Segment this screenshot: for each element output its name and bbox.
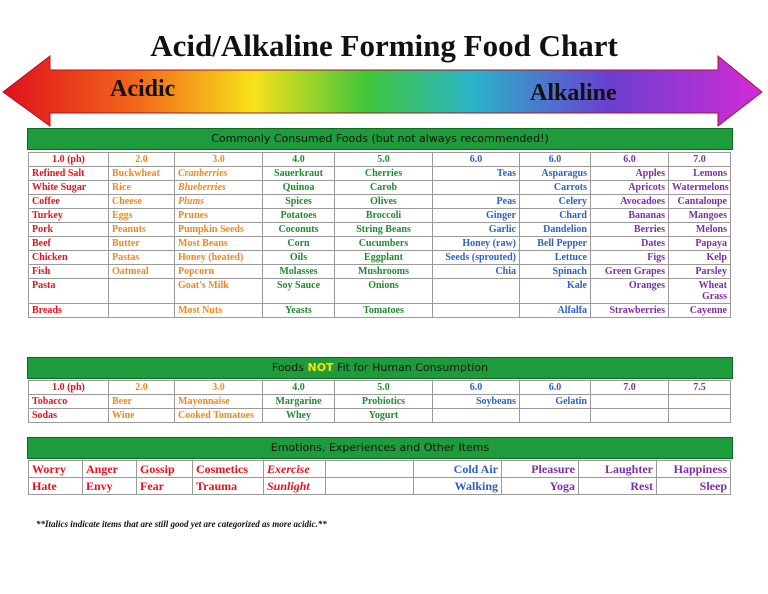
food-cell-string-beans: String Beans bbox=[335, 223, 433, 237]
food-cell-lettuce: Lettuce bbox=[520, 251, 591, 265]
food-cell-oatmeal: Oatmeal bbox=[109, 265, 175, 279]
food-cell-seeds-sprouted: Seeds (sprouted) bbox=[433, 251, 520, 265]
food-cell-most-beans: Most Beans bbox=[175, 237, 263, 251]
food-cell-broccoli: Broccoli bbox=[335, 209, 433, 223]
food-cell-refined-salt: Refined Salt bbox=[29, 167, 109, 181]
food-cell-spinach: Spinach bbox=[520, 265, 591, 279]
food-row bbox=[29, 304, 731, 318]
not-fit-banner bbox=[27, 357, 733, 379]
food-cell-oils: Oils bbox=[263, 251, 335, 265]
food-cell-eggs: Eggs bbox=[109, 209, 175, 223]
empty-cell bbox=[433, 409, 520, 423]
ph-header-cell: 2.0 bbox=[109, 381, 175, 395]
emotion-cell-gossip: Gossip bbox=[137, 461, 193, 478]
ph-header-cell: 7.0 bbox=[591, 381, 669, 395]
food-cell-fish: Fish bbox=[29, 265, 109, 279]
food-cell-pork: Pork bbox=[29, 223, 109, 237]
food-cell-avocadoes: Avocadoes bbox=[591, 195, 669, 209]
ph-header-cell: 6.0 bbox=[433, 153, 520, 167]
food-cell-bell-pepper: Bell Pepper bbox=[520, 237, 591, 251]
food-cell-white-sugar: White Sugar bbox=[29, 181, 109, 195]
food-cell-sodas: Sodas bbox=[29, 409, 109, 423]
food-cell-cranberries: Cranberries bbox=[175, 167, 263, 181]
food-row bbox=[29, 195, 731, 209]
food-cell-kale: Kale bbox=[520, 279, 591, 304]
food-cell-papaya: Papaya bbox=[669, 237, 731, 251]
emotion-cell-pleasure: Pleasure bbox=[502, 461, 579, 478]
not-fit-banner-text-before: Foods bbox=[271, 361, 308, 374]
food-cell-dandelion: Dandelion bbox=[520, 223, 591, 237]
emotion-cell-hate: Hate bbox=[29, 478, 83, 495]
food-row bbox=[29, 237, 731, 251]
empty-cell bbox=[669, 395, 731, 409]
food-row bbox=[29, 181, 731, 195]
ph-header-cell: 5.0 bbox=[335, 381, 433, 395]
ph-header-cell: 6.0 bbox=[433, 381, 520, 395]
food-cell-ginger: Ginger bbox=[433, 209, 520, 223]
food-cell-celery: Celery bbox=[520, 195, 591, 209]
empty-cell bbox=[433, 181, 520, 195]
food-cell-whey: Whey bbox=[263, 409, 335, 423]
common-foods-banner bbox=[27, 128, 733, 150]
food-cell-berries: Berries bbox=[591, 223, 669, 237]
food-cell-gelatin: Gelatin bbox=[520, 395, 591, 409]
emotion-cell-yoga: Yoga bbox=[502, 478, 579, 495]
ph-header-cell: 6.0 bbox=[520, 153, 591, 167]
emotion-cell-envy: Envy bbox=[83, 478, 137, 495]
empty-cell bbox=[433, 279, 520, 304]
emotion-cell-walking: Walking bbox=[414, 478, 502, 495]
food-cell-butter: Butter bbox=[109, 237, 175, 251]
common-foods-banner-text: Commonly Consumed Foods (but not always recommended!) bbox=[211, 132, 549, 145]
emotion-row bbox=[29, 461, 731, 478]
italics-footnote: **Italics indicate items that are still good yet are categorized as more acidic.** bbox=[36, 519, 327, 529]
food-cell-cooked-tomatoes: Cooked Tomatoes bbox=[175, 409, 263, 423]
food-cell-spices: Spices bbox=[263, 195, 335, 209]
food-cell-oranges: Oranges bbox=[591, 279, 669, 304]
food-cell-strawberries: Strawberries bbox=[591, 304, 669, 318]
food-cell-coconuts: Coconuts bbox=[263, 223, 335, 237]
food-cell-olives: Olives bbox=[335, 195, 433, 209]
food-cell-mangoes: Mangoes bbox=[669, 209, 731, 223]
ph-header-cell: 4.0 bbox=[263, 153, 335, 167]
ph-spectrum-arrow bbox=[0, 0, 768, 140]
food-cell-chard: Chard bbox=[520, 209, 591, 223]
food-cell-carob: Carob bbox=[335, 181, 433, 195]
food-cell-blueberries: Blueberries bbox=[175, 181, 263, 195]
empty-cell bbox=[591, 395, 669, 409]
food-cell-yogurt: Yogurt bbox=[335, 409, 433, 423]
page-title: Acid/Alkaline Forming Food Chart bbox=[150, 28, 618, 63]
ph-header-cell: 4.0 bbox=[263, 381, 335, 395]
food-cell-chia: Chia bbox=[433, 265, 520, 279]
emotion-cell-worry: Worry bbox=[29, 461, 83, 478]
food-cell-plums: Plums bbox=[175, 195, 263, 209]
empty-cell bbox=[326, 478, 414, 495]
emotion-cell-trauma: Trauma bbox=[193, 478, 264, 495]
food-cell-teas: Teas bbox=[433, 167, 520, 181]
food-cell-wine: Wine bbox=[109, 409, 175, 423]
emotions-table bbox=[28, 460, 731, 495]
food-cell-peanuts: Peanuts bbox=[109, 223, 175, 237]
ph-header-cell: 3.0 bbox=[175, 381, 263, 395]
food-cell-asparagus: Asparagus bbox=[520, 167, 591, 181]
food-row bbox=[29, 251, 731, 265]
food-cell-quinoa: Quinoa bbox=[263, 181, 335, 195]
food-cell-probiotics: Probiotics bbox=[335, 395, 433, 409]
food-cell-cucumbers: Cucumbers bbox=[335, 237, 433, 251]
food-cell-cherries: Cherries bbox=[335, 167, 433, 181]
food-cell-figs: Figs bbox=[591, 251, 669, 265]
food-cell-apples: Apples bbox=[591, 167, 669, 181]
food-cell-corn: Corn bbox=[263, 237, 335, 251]
food-cell-pumpkin-seeds: Pumpkin Seeds bbox=[175, 223, 263, 237]
food-cell-buckwheat: Buckwheat bbox=[109, 167, 175, 181]
not-fit-banner-text-after: Fit for Human Consumption bbox=[333, 361, 489, 374]
food-cell-tomatoes: Tomatoes bbox=[335, 304, 433, 318]
ph-header-row bbox=[29, 381, 731, 395]
food-cell-beer: Beer bbox=[109, 395, 175, 409]
food-cell-green-grapes: Green Grapes bbox=[591, 265, 669, 279]
not-fit-banner-not: NOT bbox=[307, 361, 334, 374]
ph-header-cell: 3.0 bbox=[175, 153, 263, 167]
empty-cell bbox=[109, 279, 175, 304]
food-cell-molasses: Molasses bbox=[263, 265, 335, 279]
food-cell-dates: Dates bbox=[591, 237, 669, 251]
food-cell-onions: Onions bbox=[335, 279, 433, 304]
food-cell-cayenne: Cayenne bbox=[669, 304, 731, 318]
food-cell-turkey: Turkey bbox=[29, 209, 109, 223]
emotion-cell-anger: Anger bbox=[83, 461, 137, 478]
food-cell-popcorn: Popcorn bbox=[175, 265, 263, 279]
food-cell-eggplant: Eggplant bbox=[335, 251, 433, 265]
food-cell-carrots: Carrots bbox=[520, 181, 591, 195]
food-cell-soy-sauce: Soy Sauce bbox=[263, 279, 335, 304]
ph-header-cell: 6.0 bbox=[591, 153, 669, 167]
food-cell-breads: Breads bbox=[29, 304, 109, 318]
food-cell-sauerkraut: Sauerkraut bbox=[263, 167, 335, 181]
emotion-cell-exercise: Exercise bbox=[264, 461, 326, 478]
ph-header-row bbox=[29, 153, 731, 167]
ph-header-cell: 1.0 (ph) bbox=[29, 153, 109, 167]
food-cell-cantaloupe: Cantaloupe bbox=[669, 195, 731, 209]
empty-cell bbox=[109, 304, 175, 318]
emotion-cell-cold-air: Cold Air bbox=[414, 461, 502, 478]
food-cell-alfalfa: Alfalfa bbox=[520, 304, 591, 318]
empty-cell bbox=[433, 304, 520, 318]
emotion-cell-cosmetics: Cosmetics bbox=[193, 461, 264, 478]
food-cell-beef: Beef bbox=[29, 237, 109, 251]
empty-cell bbox=[669, 409, 731, 423]
emotion-cell-laughter: Laughter bbox=[579, 461, 657, 478]
food-row bbox=[29, 279, 731, 304]
empty-cell bbox=[520, 409, 591, 423]
ph-header-cell: 6.0 bbox=[520, 381, 591, 395]
food-cell-soybeans: Soybeans bbox=[433, 395, 520, 409]
food-row bbox=[29, 265, 731, 279]
food-cell-pastas: Pastas bbox=[109, 251, 175, 265]
food-cell-rice: Rice bbox=[109, 181, 175, 195]
food-cell-melons: Melons bbox=[669, 223, 731, 237]
not-fit-table bbox=[28, 380, 731, 423]
food-row bbox=[29, 223, 731, 237]
food-cell-most-nuts: Most Nuts bbox=[175, 304, 263, 318]
food-cell-chicken: Chicken bbox=[29, 251, 109, 265]
acidic-label: Acidic bbox=[110, 76, 176, 102]
food-cell-yeasts: Yeasts bbox=[263, 304, 335, 318]
alkaline-label: Alkaline bbox=[530, 80, 617, 106]
food-cell-tobacco: Tobacco bbox=[29, 395, 109, 409]
food-cell-parsley: Parsley bbox=[669, 265, 731, 279]
ph-header-cell: 1.0 (ph) bbox=[29, 381, 109, 395]
emotion-cell-rest: Rest bbox=[579, 478, 657, 495]
food-row bbox=[29, 409, 731, 423]
food-row bbox=[29, 209, 731, 223]
ph-header-cell: 7.0 bbox=[669, 153, 731, 167]
food-cell-lemons: Lemons bbox=[669, 167, 731, 181]
emotion-row bbox=[29, 478, 731, 495]
food-cell-honey-raw: Honey (raw) bbox=[433, 237, 520, 251]
food-cell-margarine: Margarine bbox=[263, 395, 335, 409]
emotions-banner bbox=[27, 437, 733, 459]
empty-cell bbox=[326, 461, 414, 478]
ph-header-cell: 5.0 bbox=[335, 153, 433, 167]
food-cell-mayonnaise: Mayonnaise bbox=[175, 395, 263, 409]
food-cell-goat-s-milk: Goat's Milk bbox=[175, 279, 263, 304]
food-cell-apricots: Apricots bbox=[591, 181, 669, 195]
emotions-banner-text: Emotions, Experiences and Other Items bbox=[270, 441, 490, 454]
emotion-cell-fear: Fear bbox=[137, 478, 193, 495]
food-cell-potatoes: Potatoes bbox=[263, 209, 335, 223]
emotion-cell-sunlight: Sunlight bbox=[264, 478, 326, 495]
common-foods-table bbox=[28, 152, 731, 318]
food-cell-garlic: Garlic bbox=[433, 223, 520, 237]
food-cell-honey-heated: Honey (heated) bbox=[175, 251, 263, 265]
food-cell-watermelons: Watermelons bbox=[669, 181, 731, 195]
food-cell-wheat-grass: Wheat Grass bbox=[669, 279, 731, 304]
ph-header-cell: 2.0 bbox=[109, 153, 175, 167]
emotion-cell-sleep: Sleep bbox=[657, 478, 731, 495]
food-cell-kelp: Kelp bbox=[669, 251, 731, 265]
food-cell-bananas: Bananas bbox=[591, 209, 669, 223]
empty-cell bbox=[591, 409, 669, 423]
food-row bbox=[29, 167, 731, 181]
food-cell-cheese: Cheese bbox=[109, 195, 175, 209]
food-cell-peas: Peas bbox=[433, 195, 520, 209]
food-cell-mushrooms: Mushrooms bbox=[335, 265, 433, 279]
food-cell-pasta: Pasta bbox=[29, 279, 109, 304]
food-cell-prunes: Prunes bbox=[175, 209, 263, 223]
ph-header-cell: 7.5 bbox=[669, 381, 731, 395]
food-cell-coffee: Coffee bbox=[29, 195, 109, 209]
emotion-cell-happiness: Happiness bbox=[657, 461, 731, 478]
food-row bbox=[29, 395, 731, 409]
